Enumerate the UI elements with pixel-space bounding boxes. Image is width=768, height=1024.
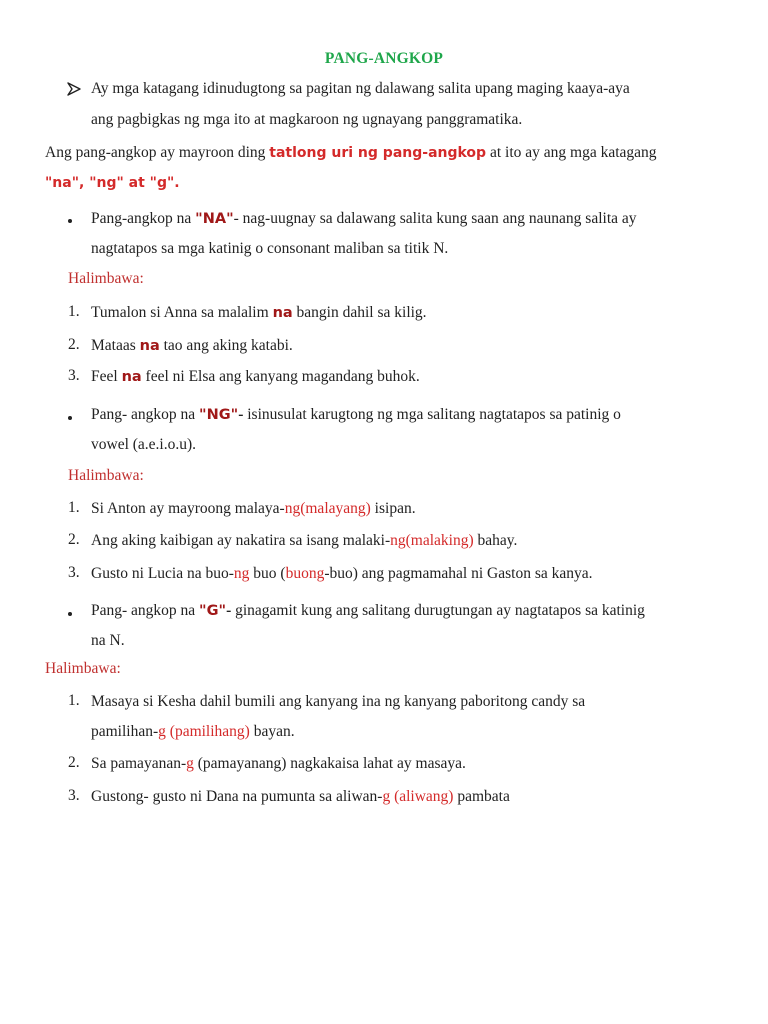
na-ex2-post: tao ang aking katabi. <box>159 337 293 354</box>
na-ex3-term: na <box>121 369 142 385</box>
na-halimbawa-label: Halimbawa: <box>68 270 144 287</box>
para-post: at ito ay ang mga katagang <box>486 144 657 161</box>
ng-ex1-post: isipan. <box>370 500 416 517</box>
ng-example-2-number: 2. <box>68 531 80 548</box>
na-example-2 <box>91 336 293 356</box>
ng-ex3-mid: buo ( <box>249 565 286 582</box>
g-example-2-number: 2. <box>68 754 80 771</box>
arrow-bullet-icon <box>67 82 81 96</box>
para-terms: "na", "ng" at "g". <box>45 175 180 191</box>
g-ex1-pre: pamilihan- <box>91 723 159 740</box>
ng-ex2-term: ng(malaking) <box>390 532 474 549</box>
ng-bullet-dash: - <box>238 406 244 423</box>
ng-ex2-pre: Ang aking kaibigan ay nakatira sa isang malaki- <box>91 532 391 549</box>
na-example-3 <box>91 367 420 387</box>
g-ex3-term: g (aliwang) <box>382 788 454 805</box>
ng-bullet-post: isinusulat karugtong ng mga salitang nagtatapos sa patinig o <box>243 406 621 423</box>
g-bullet-pre: Pang- angkop na <box>91 602 200 619</box>
na-ex1-term: na <box>272 305 293 321</box>
g-example-1-line-2 <box>91 722 295 742</box>
g-bullet <box>91 601 645 621</box>
bullet-dot-icon <box>68 219 72 223</box>
g-bullet-post: ginagamit kung ang salitang durugtungan ay nagtatapos sa katinig <box>231 602 645 619</box>
na-example-1-number: 1. <box>68 303 80 320</box>
ng-example-3-number: 3. <box>68 564 80 581</box>
na-bullet-post: - nag-uugnay sa dalawang salita kung saan ang naunang salita ay <box>233 210 637 227</box>
ng-ex2-post: bahay. <box>473 532 518 549</box>
g-ex1-term: g (pamilihang) <box>158 723 250 740</box>
na-bullet <box>91 209 637 229</box>
g-ex2-post: (pamayanang) nagkakaisa lahat ay masaya. <box>193 755 466 772</box>
ng-ex3-pre: Gusto ni Lucia na buo- <box>91 565 234 582</box>
ng-example-1 <box>91 499 416 519</box>
na-ex2-pre: Mataas <box>91 337 140 354</box>
page-title: PANG-ANGKOP <box>324 50 444 67</box>
intro-line-1: Ay mga katagang idinudugtong sa pagitan ng dalawang salita upang maging kaaya-aya <box>91 80 630 97</box>
g-bullet-dash: - <box>226 602 232 619</box>
intro-paragraph <box>45 143 657 163</box>
g-bullet-line-2: na N. <box>91 632 125 649</box>
ng-bullet-term: "NG" <box>199 407 239 423</box>
g-example-3-number: 3. <box>68 787 80 804</box>
ng-bullet-pre: Pang- angkop na <box>91 406 200 423</box>
na-example-2-number: 2. <box>68 336 80 353</box>
ng-example-2 <box>91 531 517 551</box>
ng-example-1-number: 1. <box>68 499 80 516</box>
na-ex2-term: na <box>139 338 160 354</box>
na-ex1-pre: Tumalon si Anna sa malalim <box>91 304 273 321</box>
ng-bullet <box>91 405 621 425</box>
para-pre: Ang pang-angkop ay mayroon ding <box>45 144 270 161</box>
g-example-1-number: 1. <box>68 692 80 709</box>
ng-halimbawa-label: Halimbawa: <box>68 467 144 484</box>
para-highlight: tatlong uri ng pang-angkop <box>269 145 487 161</box>
g-halimbawa-label: Halimbawa: <box>45 660 121 677</box>
g-bullet-term: "G" <box>199 603 227 619</box>
g-ex3-pre: Gustong- gusto ni Dana na pumunta sa aliwan- <box>91 788 383 805</box>
bullet-dot-icon <box>68 416 72 420</box>
ng-ex3-post: -buo) ang pagmamahal ni Gaston sa kanya. <box>324 565 593 582</box>
g-example-1-line-1: Masaya si Kesha dahil bumili ang kanyang ina ng kanyang paboritong candy sa <box>91 693 586 710</box>
g-ex3-post: pambata <box>453 788 510 805</box>
na-example-1 <box>91 303 427 323</box>
na-ex1-post: bangin dahil sa kilig. <box>292 304 427 321</box>
ng-ex3-term2: buong <box>285 565 325 582</box>
g-ex2-term: g <box>186 755 194 772</box>
g-example-3 <box>91 787 510 807</box>
na-example-3-number: 3. <box>68 367 80 384</box>
intro-line-2: ang pagbigkas ng mga ito at magkaroon ng ugnayang panggramatika. <box>91 111 523 128</box>
bullet-dot-icon <box>68 612 72 616</box>
na-ex3-pre: Feel <box>91 368 122 385</box>
ng-ex1-term: ng(malayang) <box>284 500 371 517</box>
ng-ex1-pre: Si Anton ay mayroong malaya- <box>91 500 285 517</box>
ng-ex3-term: ng <box>233 565 250 582</box>
ng-example-3 <box>91 564 593 584</box>
ng-bullet-line-2: vowel (a.e.i.o.u). <box>91 436 197 453</box>
na-bullet-line-2: nagtatapos sa mga katinig o consonant maliban sa titik N. <box>91 240 449 257</box>
g-example-2 <box>91 754 466 774</box>
na-bullet-pre: Pang-angkop na <box>91 210 196 227</box>
g-ex2-pre: Sa pamayanan- <box>91 755 187 772</box>
na-bullet-term: "NA" <box>195 211 234 227</box>
g-ex1-post: bayan. <box>249 723 295 740</box>
na-ex3-post: feel ni Elsa ang kanyang magandang buhok. <box>141 368 420 385</box>
